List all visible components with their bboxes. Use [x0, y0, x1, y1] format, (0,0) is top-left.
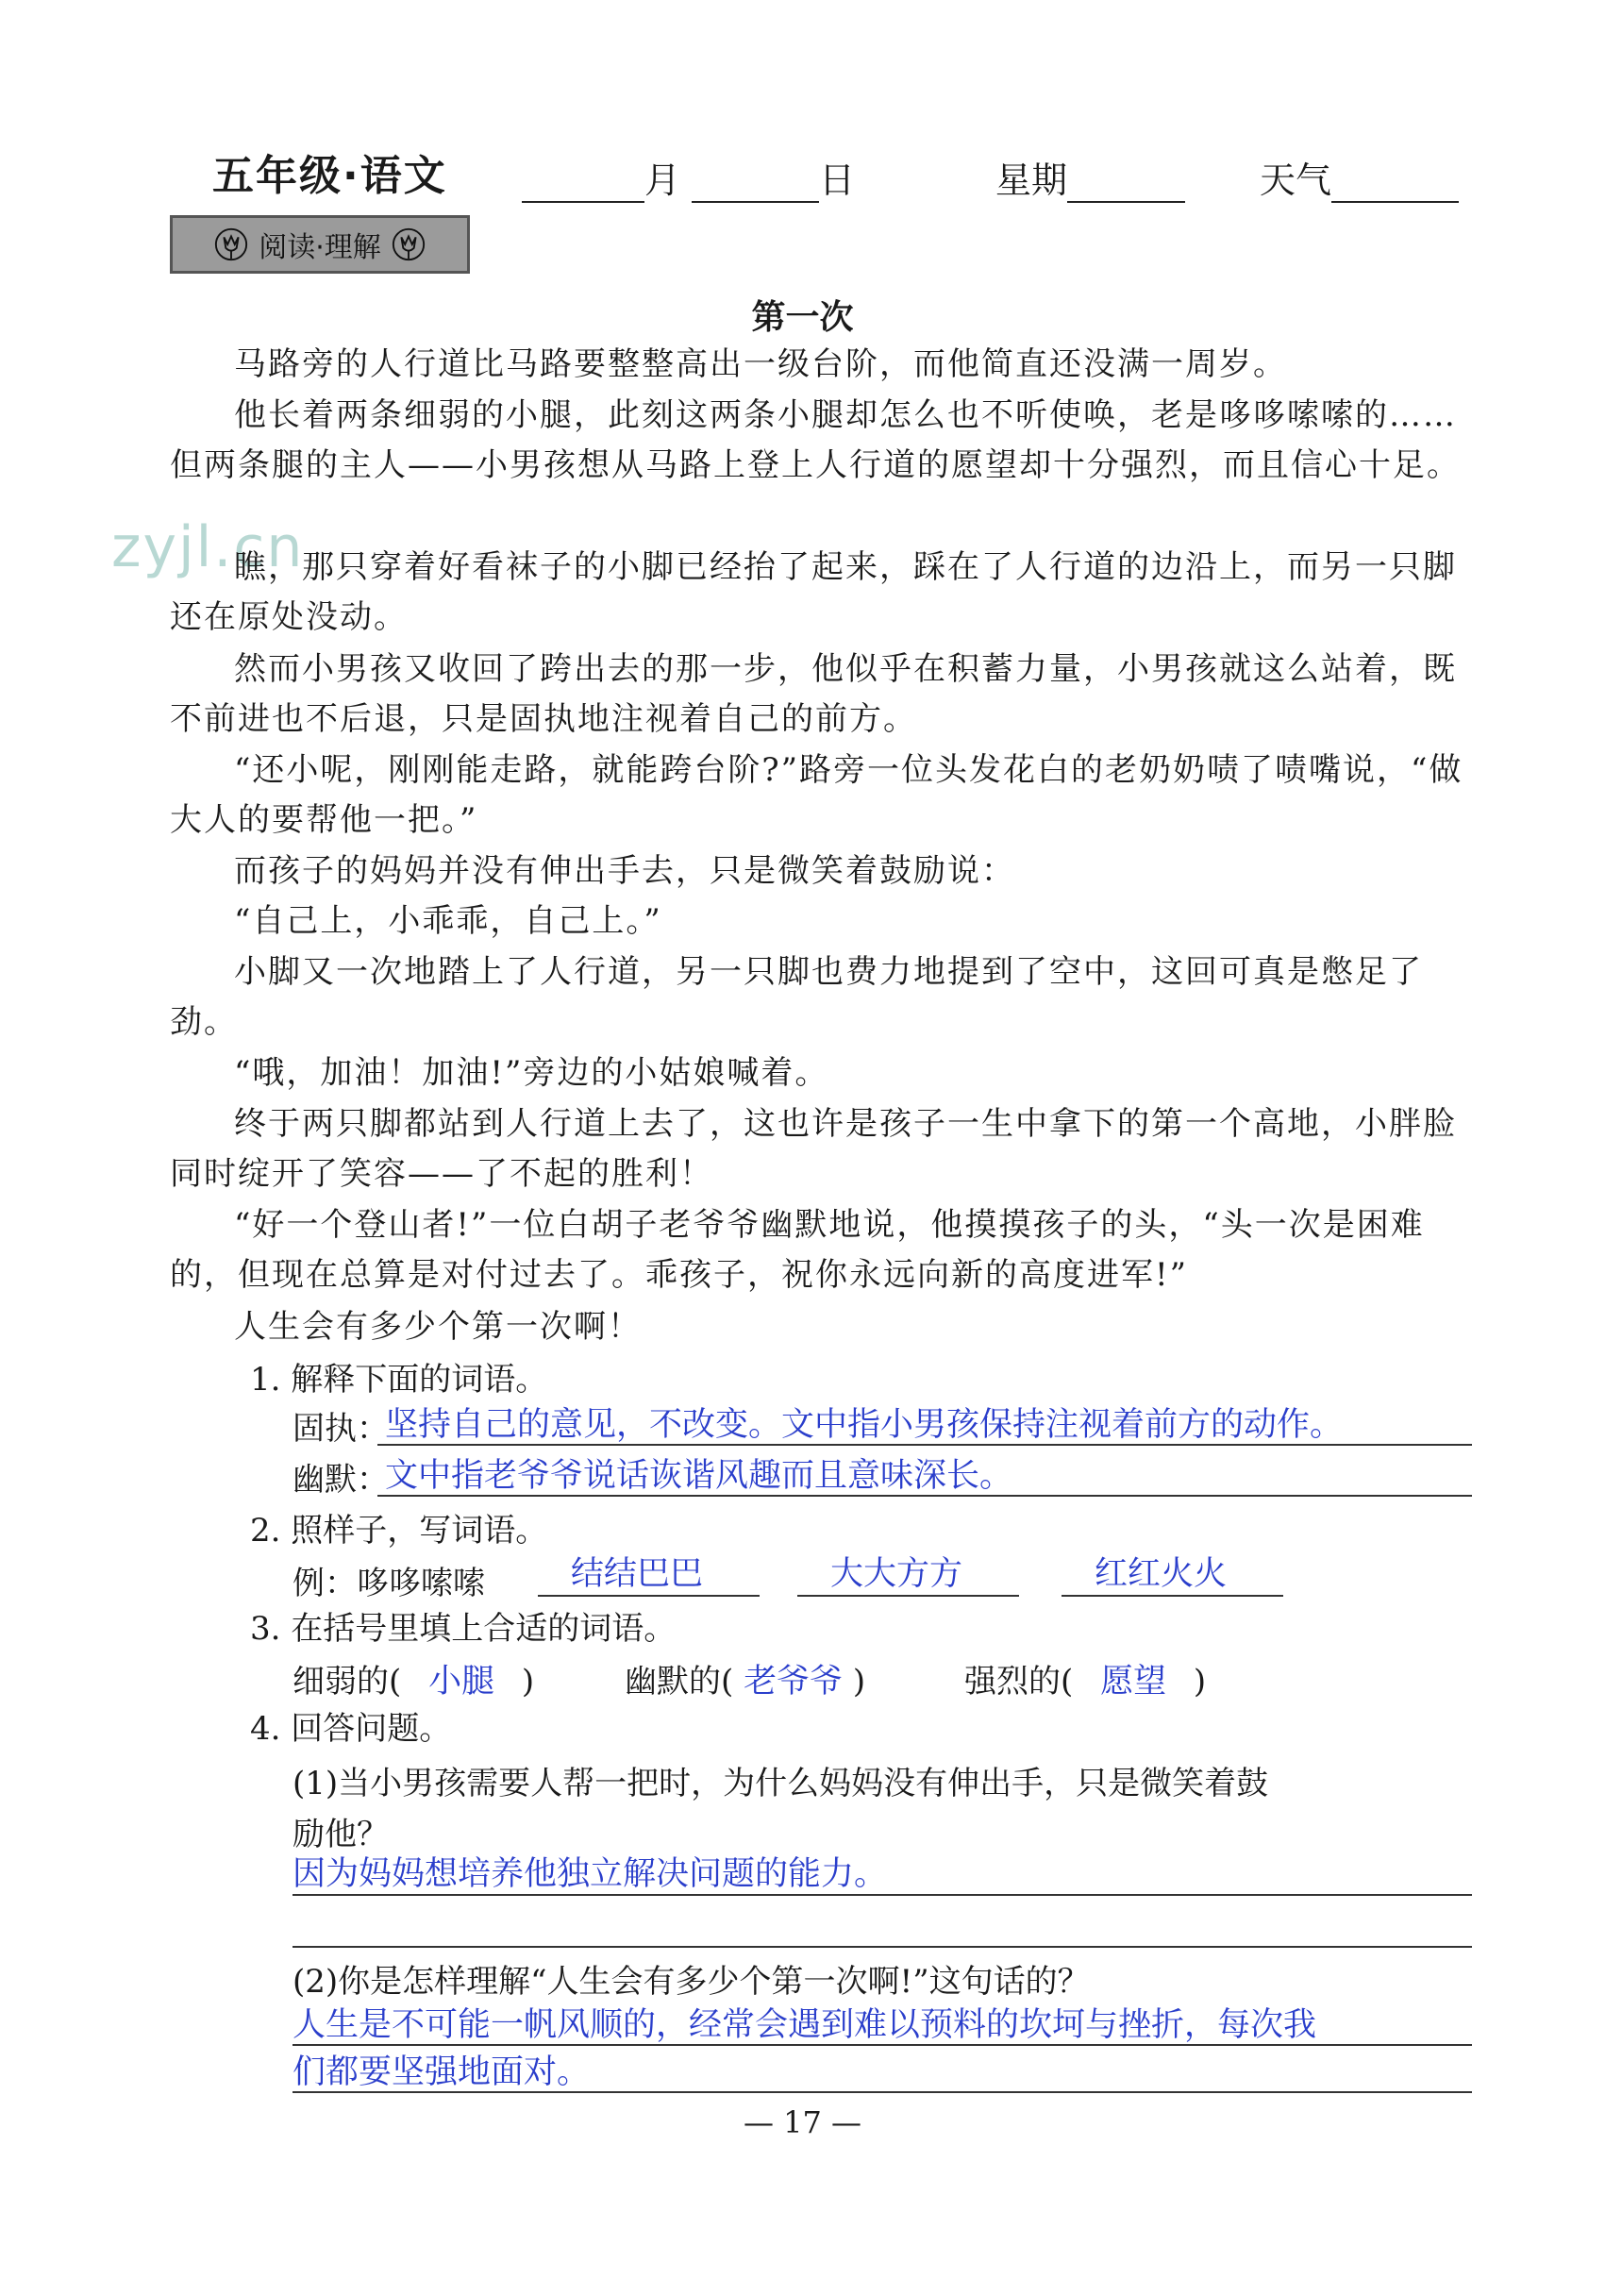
q4-sub2-answer-line1[interactable]: 人生是不可能一帆风顺的，经常会遇到难以预料的坎坷与挫折，每次我 [293, 2006, 1317, 2044]
paragraph-11: “好一个登山者!”一位白胡子老爷爷幽默地说，他摸摸孩子的头，“头一次是困难的，但现在总算是对付过去了。乖孩子，祝你永远向新的高度进军!” [170, 1206, 1425, 1294]
date-month-field[interactable] [522, 151, 680, 203]
q4-sub1-line2: 励他？ [293, 1816, 389, 1853]
q3-item-3 [964, 1655, 1206, 1702]
section-badge-label: 阅读·理解 [259, 231, 381, 264]
paragraph-10: 终于两只脚都站到人行道上去了，这也许是孩子一生中拿下的第一个高地，小胖脸同时绽开了笑容——了不起的胜利！ [170, 1105, 1457, 1193]
watermark: zyjl.cn [111, 514, 305, 580]
weekday-blank[interactable] [1067, 163, 1185, 203]
q4-sub1-line1: (1)当小男孩需要人帮一把时，为什么妈妈没有伸出手，只是微笑着鼓 [293, 1765, 1269, 1802]
q1-answer-1[interactable]: 坚持自己的意见，不改变。文中指小男孩保持注视着前方的动作。 [385, 1406, 1344, 1444]
paragraph-7: “自己上，小乖乖，自己上。” [234, 902, 662, 940]
answer-line [293, 1946, 1472, 1948]
header-title: 五年级·语文 [212, 152, 447, 200]
paragraph-2: 他长着两条细弱的小腿，此刻这两条小腿却怎么也不听使唤，老是哆哆嗦嗦的……但两条腿的主人——小男孩想从马路上登上人行道的愿望却十分强烈，而且信心十足。 [170, 396, 1461, 484]
paragraph-4: 然而小男孩又收回了跨出去的那一步，他似乎在积蓄力量，小男孩就这么站着，既不前进也不后退，只是固执地注视着自己的前方。 [170, 650, 1457, 738]
answer-line [1062, 1595, 1283, 1597]
answer-line [293, 1894, 1472, 1896]
q3-answer-1[interactable]: 小腿 [428, 1663, 495, 1701]
page-number: — 17 — [743, 2104, 862, 2140]
section-badge [170, 215, 470, 274]
q3-item-post: ) [1193, 1663, 1207, 1701]
answer-line [377, 1444, 1472, 1446]
q3-item-pre: 细弱的( [293, 1663, 402, 1701]
paragraph-9: “哦，加油！加油!”旁边的小姑娘喊着。 [234, 1054, 829, 1092]
month-blank[interactable] [522, 163, 644, 203]
paragraph-1: 马路旁的人行道比马路要整整高出一级台阶，而他简直还没满一周岁。 [234, 345, 1287, 383]
article-title: 第一次 [751, 298, 854, 337]
q1-prompt: 1. 解释下面的词语。 [250, 1361, 548, 1399]
q1-word-1: 固执： [293, 1410, 389, 1448]
q2-answer-2[interactable]: 大大方方 [830, 1555, 963, 1593]
q1-word-2: 幽默： [293, 1461, 389, 1499]
paragraph-6: 而孩子的妈妈并没有伸出手去，只是微笑着鼓励说： [234, 852, 1015, 890]
paragraph-8: 小脚又一次地踏上了人行道，另一只脚也费力地提到了空中，这回可真是憋足了劲。 [170, 953, 1423, 1041]
q3-prompt: 3. 在括号里填上合适的词语。 [250, 1610, 677, 1648]
paragraph-3: 瞧，那只穿着好看袜子的小脚已经抬了起来，踩在了人行道的边沿上，而另一只脚还在原处没动。 [170, 548, 1457, 636]
answer-line [293, 2091, 1472, 2093]
answer-line [538, 1595, 760, 1597]
date-day-field[interactable] [692, 151, 855, 203]
paragraph-12: 人生会有多少个第一次啊！ [234, 1308, 642, 1346]
day-label: 日 [819, 159, 856, 201]
q4-sub2-answer-line2[interactable]: 们都要坚强地面对。 [293, 2053, 591, 2091]
month-label: 月 [644, 159, 681, 201]
tulip-icon [213, 226, 249, 262]
q2-prompt: 2. 照样子，写词语。 [250, 1512, 548, 1550]
weather-label: 天气 [1260, 159, 1332, 201]
q1-answer-2[interactable]: 文中指老爷爷说话诙谐风趣而且意味深长。 [385, 1457, 1013, 1495]
q4-sub1-answer[interactable]: 因为妈妈想培养他独立解决问题的能力。 [293, 1855, 888, 1893]
q3-answer-2[interactable]: 老爷爷 [744, 1663, 844, 1701]
q3-item-2 [625, 1655, 865, 1702]
q3-item-post: ) [852, 1663, 866, 1701]
weekday-field[interactable] [995, 151, 1185, 203]
q3-item-pre: 强烈的( [964, 1663, 1074, 1701]
q3-item-pre: 幽默的( [625, 1663, 734, 1701]
day-blank[interactable] [692, 163, 819, 203]
q3-item-1 [293, 1655, 534, 1702]
weather-blank[interactable] [1331, 163, 1459, 203]
paragraph-5: “还小呢，刚刚能走路，就能跨台阶?”路旁一位头发花白的老奶奶啧了啧嘴说，“做大人的要帮他一把。” [170, 751, 1463, 839]
q4-prompt: 4. 回答问题。 [250, 1710, 452, 1748]
q3-answer-3[interactable]: 愿望 [1100, 1663, 1167, 1701]
q4-sub2: (2)你是怎样理解“人生会有多少个第一次啊!”这句话的？ [293, 1963, 1090, 2001]
q2-answer-1[interactable]: 结结巴巴 [571, 1555, 704, 1593]
weekday-label: 星期 [995, 159, 1068, 201]
tulip-icon [391, 226, 426, 262]
weather-field[interactable] [1260, 151, 1459, 203]
q2-answer-3[interactable]: 红红火火 [1095, 1555, 1228, 1593]
q2-example: 例：哆哆嗦嗦 [293, 1565, 485, 1602]
q3-item-post: ) [521, 1663, 535, 1701]
answer-line [377, 1495, 1472, 1497]
answer-line [797, 1595, 1019, 1597]
